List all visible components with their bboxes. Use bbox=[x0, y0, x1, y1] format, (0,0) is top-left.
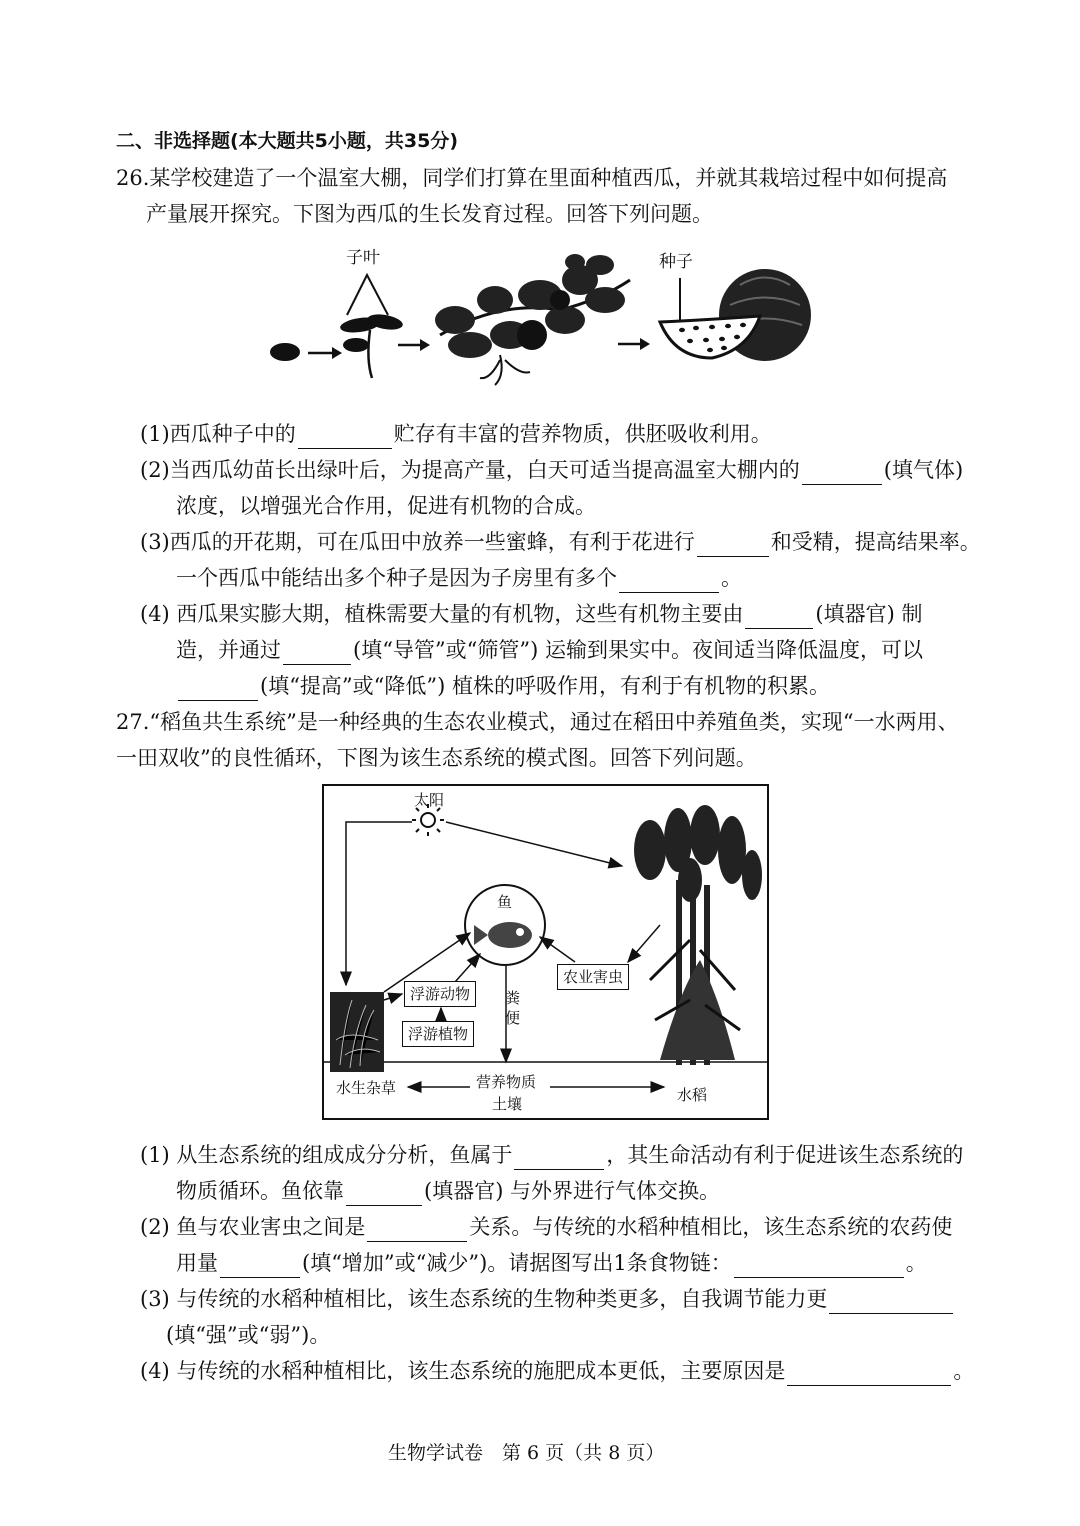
q26-sub1-text-a: (1)西瓜种子中的 bbox=[140, 422, 296, 446]
answer-blank[interactable] bbox=[346, 1183, 422, 1206]
q27-sub4 bbox=[140, 1356, 974, 1386]
box-zooplankton: 浮游动物 bbox=[404, 981, 476, 1007]
q27-sub4-text-b: 。 bbox=[953, 1359, 975, 1383]
q26-sub3-text-b: 和受精，提高结果率。 bbox=[770, 530, 981, 554]
q26-sub2-text-a: (2)当西瓜幼苗长出绿叶后，为提高产量，白天可适当提高温室大棚内的 bbox=[140, 458, 800, 482]
q27-sub3-line1 bbox=[140, 1284, 955, 1314]
q27-sub1-text-c: 物质循环。鱼依靠 bbox=[176, 1179, 344, 1203]
q27-sub1-text-a: (1) 从生态系统的组成成分分析，鱼属于 bbox=[140, 1143, 513, 1167]
label-feces: 粪便 bbox=[505, 989, 521, 1027]
rice-plant-icon bbox=[634, 805, 762, 1065]
label-cotyledon: 子叶 bbox=[346, 248, 380, 268]
q26-sub3-text-c: 一个西瓜中能结出多个种子是因为子房里有多个 bbox=[176, 566, 617, 590]
q27-sub2-text-d: (填“增加”或“减少”)。请据图写出1条食物链： bbox=[302, 1251, 732, 1275]
box-agricultural-pest: 农业害虫 bbox=[557, 964, 629, 990]
q27-stem-line2: 一田双收”的良性循环，下图为该生态系统的模式图。回答下列问题。 bbox=[116, 746, 757, 770]
q26-sub4-text-d: (填“导管”或“筛管”) 运输到果实中。夜间适当降低温度，可以 bbox=[353, 638, 924, 662]
q26-sub3-text-d: 。 bbox=[721, 566, 742, 590]
q27-sub1-text-b: ，其生命活动有利于促进该生态系统的 bbox=[606, 1143, 964, 1167]
q26-sub2-text-b: (填气体) bbox=[883, 458, 964, 482]
q27-sub2-line2 bbox=[176, 1248, 927, 1278]
q26-sub4-text-c: 造，并通过 bbox=[176, 638, 281, 662]
q26-stem-line2: 产量展开探究。下图为西瓜的生长发育过程。回答下列问题。 bbox=[146, 202, 713, 226]
q27-sub1-line1 bbox=[140, 1140, 963, 1170]
q26-sub2-line2: 浓度，以增强光合作用，促进有机物的合成。 bbox=[176, 494, 596, 518]
q27-stem-line1: 27.“稻鱼共生系统”是一种经典的生态农业模式，通过在稻田中养殖鱼类，实现“一水两用、 bbox=[116, 710, 959, 734]
q27-sub2-text-a: (2) 鱼与农业害虫之间是 bbox=[140, 1215, 366, 1239]
answer-blank[interactable] bbox=[514, 1147, 604, 1170]
q26-sub4-text-e: (填“提高”或“降低”) 植株的呼吸作用，有利于有机物的积累。 bbox=[260, 674, 831, 698]
q27-sub1-text-d: (填器官) 与外界进行气体交换。 bbox=[424, 1179, 721, 1203]
page-footer: 生物学试卷 第 6 页（共 8 页） bbox=[388, 1442, 665, 1464]
q27-sub3-line2: (填“强”或“弱”)。 bbox=[166, 1323, 331, 1347]
label-seed: 种子 bbox=[659, 252, 693, 272]
label-sun: 太阳 bbox=[414, 791, 445, 809]
q27-sub2-text-b: 关系。与传统的水稻种植相比，该生态系统的农药使 bbox=[469, 1215, 953, 1239]
answer-blank[interactable] bbox=[787, 1363, 951, 1386]
q26-stem-line1: 26.某学校建造了一个温室大棚，同学们打算在里面种植西瓜，并就其栽培过程中如何提高 bbox=[116, 166, 948, 190]
label-aquatic-weeds: 水生杂草 bbox=[336, 1079, 397, 1097]
box-phytoplankton: 浮游植物 bbox=[402, 1021, 474, 1047]
q27-sub2-text-e: 。 bbox=[905, 1251, 927, 1275]
fish-icon bbox=[474, 922, 532, 948]
q27-sub2-text-c: 用量 bbox=[176, 1251, 218, 1275]
label-rice: 水稻 bbox=[677, 1086, 708, 1104]
q27-sub2-line1 bbox=[140, 1212, 952, 1242]
answer-blank[interactable] bbox=[367, 1219, 467, 1242]
q26-sub3-text-a: (3)西瓜的开花期，可在瓜田中放养一些蜜蜂，有利于花进行 bbox=[140, 530, 695, 554]
q27-sub1-line2 bbox=[176, 1176, 720, 1206]
q26-sub4-text-a: (4) 西瓜果实膨大期，植株需要大量的有机物，这些有机物主要由 bbox=[140, 602, 744, 626]
section-heading: 二、非选择题(本大题共5小题，共35分) bbox=[116, 130, 459, 152]
q27-sub3-text-a: (3) 与传统的水稻种植相比，该生态系统的生物种类更多，自我调节能力更 bbox=[140, 1287, 828, 1311]
q26-sub4-text-b: (填器官) 制 bbox=[815, 602, 923, 626]
label-nutrients: 营养物质 bbox=[476, 1073, 537, 1091]
q27-sub4-text-a: (4) 与传统的水稻种植相比，该生态系统的施肥成本更低，主要原因是 bbox=[140, 1359, 786, 1383]
q26-sub1-text-b: 贮存有丰富的营养物质，供胚吸收利用。 bbox=[393, 422, 772, 446]
answer-blank[interactable] bbox=[220, 1255, 300, 1278]
label-soil: 土壤 bbox=[492, 1095, 523, 1113]
label-fish: 鱼 bbox=[497, 893, 513, 911]
answer-blank[interactable] bbox=[734, 1255, 904, 1278]
answer-blank[interactable] bbox=[829, 1291, 953, 1314]
